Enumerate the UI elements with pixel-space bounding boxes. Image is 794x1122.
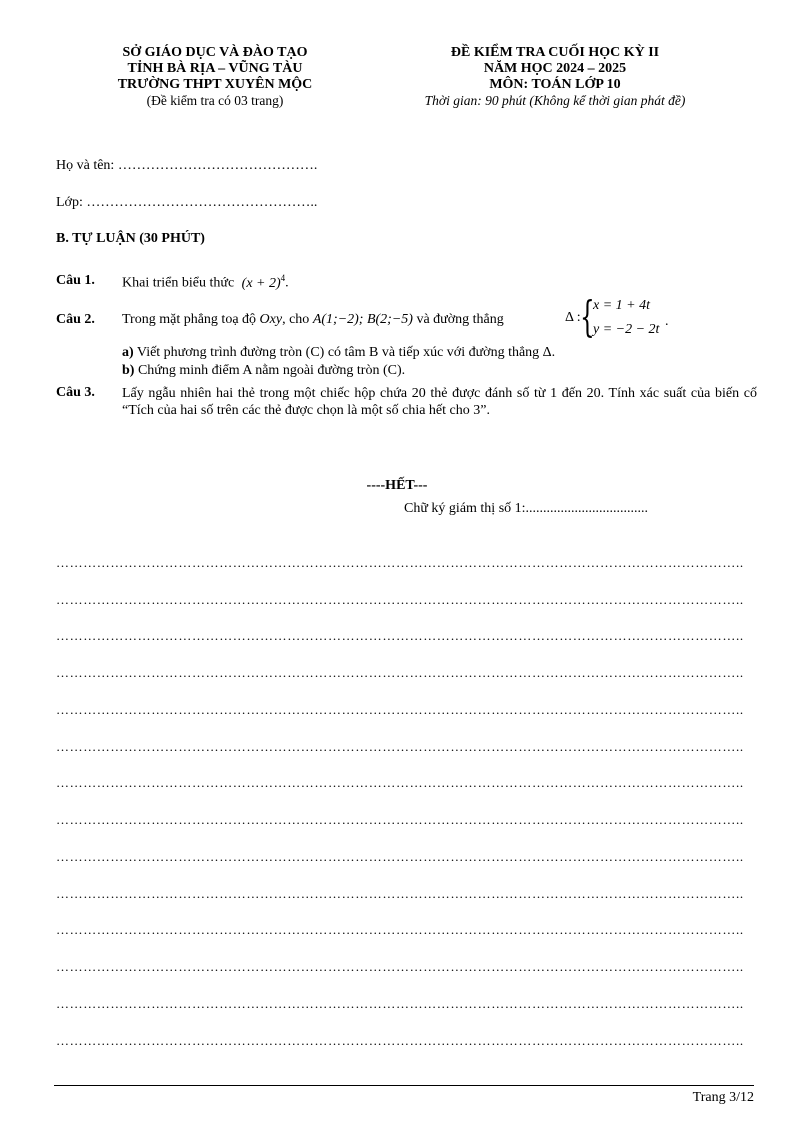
- question-2-label: Câu 2.: [56, 312, 95, 327]
- subject: MÔN: TOÁN LỚP 10: [489, 77, 621, 92]
- page-count-note: (Đề kiểm tra có 03 trang): [146, 93, 284, 108]
- question-2-points: A(1;−2); B(2;−5): [312, 312, 413, 327]
- question-1-prompt: Khai triển biểu thức: [122, 275, 235, 291]
- page-number: Trang 3/12: [692, 1090, 754, 1105]
- question-2-line-text: và đường thẳng: [416, 312, 504, 327]
- question-2a: [122, 345, 555, 361]
- question-1-end: .: [285, 275, 289, 291]
- answer-line: ……………………………………………………………………………………………………………………………………..: [56, 702, 744, 716]
- equation-x: x = 1 + 4t: [593, 298, 650, 313]
- answer-line: ……………………………………………………………………………………………………………………………………..: [56, 555, 744, 569]
- answer-line: ……………………………………………………………………………………………………………………………………..: [56, 739, 744, 753]
- question-1-label: Câu 1.: [56, 273, 95, 288]
- answer-line: ……………………………………………………………………………………………………………………………………..: [56, 775, 744, 789]
- system-brace: {: [580, 292, 595, 341]
- question-2-intro: Trong mặt phẳng toạ độ: [122, 312, 257, 327]
- question-1-text: [122, 273, 289, 292]
- question-2b: [122, 363, 405, 379]
- answer-line: ……………………………………………………………………………………………………………………………………..: [56, 849, 744, 863]
- question-3-label: Câu 3.: [56, 385, 95, 400]
- header-left: [90, 45, 340, 109]
- question-2-oxy: Oxy: [259, 312, 283, 327]
- answer-line: ……………………………………………………………………………………………………………………………………..: [56, 996, 744, 1010]
- answer-line: ……………………………………………………………………………………………………………………………………..: [56, 886, 744, 900]
- answer-line: ……………………………………………………………………………………………………………………………………..: [56, 628, 744, 642]
- question-1-exponent: 4: [280, 273, 286, 283]
- section-title: B. TỰ LUẬN (30 PHÚT): [56, 231, 205, 246]
- question-3-text: Lấy ngẫu nhiên hai thẻ trong một chiếc hộp chứa 20 thẻ được đánh số từ 1 đến 20. Tính xác suất của biến cố “Tích của hai số trên các thẻ được chọn là một số chia hết cho 3”.: [122, 386, 757, 418]
- question-2-mid: , cho: [282, 312, 310, 327]
- delta-symbol: Δ :: [565, 310, 581, 325]
- question-2a-text: Viết phương trình đường tròn (C) có tâm B và tiếp xúc với đường thẳng Δ.: [136, 345, 556, 360]
- school-name: TRƯỜNG THPT XUYÊN MỘC: [117, 77, 313, 92]
- department-name: SỞ GIÁO DỤC VÀ ĐÀO TẠO: [122, 45, 308, 60]
- answer-line: ……………………………………………………………………………………………………………………………………..: [56, 1033, 744, 1047]
- name-field: Họ và tên: …………………………………….: [56, 158, 318, 173]
- question-1-expression: (x + 2): [241, 275, 281, 291]
- header-right: [380, 45, 730, 109]
- time-note: Thời gian: 90 phút (Không kể thời gian phát đề): [424, 93, 686, 108]
- class-field: Lớp: …………………………………………..: [56, 195, 318, 210]
- question-2b-text: Chứng minh điểm A nằm ngoài đường tròn (C).: [137, 363, 406, 378]
- system-end-dot: .: [665, 314, 669, 329]
- end-mark: ----HẾT---: [366, 478, 428, 493]
- answer-line: ……………………………………………………………………………………………………………………………………..: [56, 812, 744, 826]
- footer-divider: [54, 1085, 754, 1086]
- answer-line: ……………………………………………………………………………………………………………………………………..: [56, 959, 744, 973]
- answer-line: ……………………………………………………………………………………………………………………………………..: [56, 922, 744, 936]
- school-year: NĂM HỌC 2024 – 2025: [483, 61, 627, 76]
- proctor-signature: Chữ ký giám thị số 1:...................................: [404, 501, 649, 516]
- province-name: TỈNH BÀ RỊA – VŨNG TÀU: [127, 61, 303, 76]
- question-2a-label: a): [122, 345, 134, 360]
- question-2b-label: b): [122, 363, 135, 378]
- answer-line: ……………………………………………………………………………………………………………………………………..: [56, 592, 744, 606]
- answer-line: ……………………………………………………………………………………………………………………………………..: [56, 665, 744, 679]
- equation-y: y = −2 − 2t: [593, 322, 660, 337]
- exam-title: ĐỀ KIỂM TRA CUỐI HỌC KỲ II: [450, 45, 660, 60]
- question-2-text: [122, 312, 504, 328]
